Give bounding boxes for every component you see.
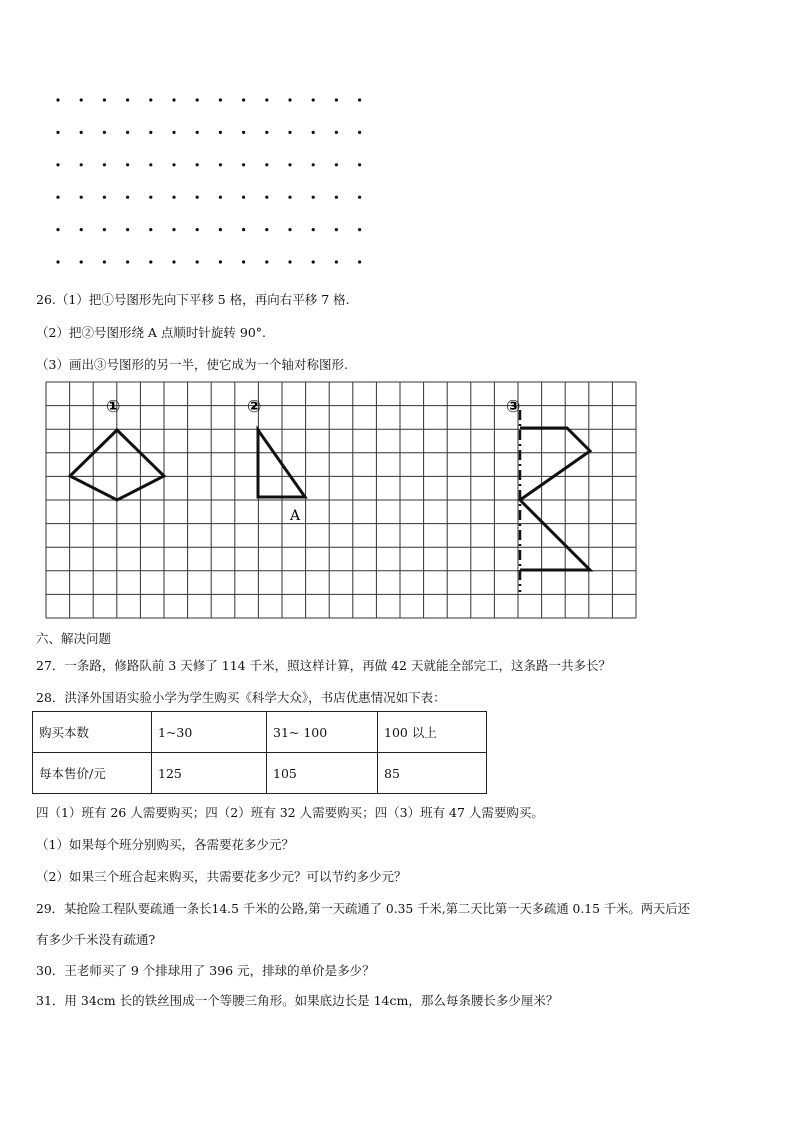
- grid-dot: [265, 260, 268, 263]
- grid-dot: [80, 228, 83, 231]
- q26-line1: 26.（1）把①号图形先向下平移 5 格，再向右平移 7 格.: [36, 292, 350, 307]
- grid-dot: [80, 98, 83, 101]
- grid-dot: [288, 163, 291, 166]
- q28-sub2: （2）如果三个班合起来购买，共需要花多少元？可以节约多少元？: [36, 869, 407, 884]
- grid-dot: [288, 196, 291, 199]
- square-grid: [42, 380, 642, 620]
- grid-dot: [265, 163, 268, 166]
- grid-dot: [126, 260, 129, 263]
- grid-dot: [196, 131, 199, 134]
- q26-line3: （3）画出③号图形的另一半，使它成为一个轴对称图形.: [36, 357, 348, 372]
- grid-dot: [265, 228, 268, 231]
- grid-dot: [149, 260, 152, 263]
- grid-dot: [56, 98, 59, 101]
- grid-dot: [288, 131, 291, 134]
- point-a-label: A: [290, 508, 301, 524]
- price-table: [32, 711, 487, 794]
- grid-dot: [335, 98, 338, 101]
- section-title: 六、解决问题: [36, 631, 112, 646]
- grid-dot: [312, 163, 315, 166]
- grid-dot: [149, 163, 152, 166]
- grid-lines: [46, 382, 636, 618]
- table-cell: 105: [267, 753, 378, 794]
- grid-dot: [288, 228, 291, 231]
- grid-dot: [358, 98, 361, 101]
- grid-dot: [149, 196, 152, 199]
- table-cell: 100 以上: [378, 712, 487, 753]
- grid-dot: [312, 131, 315, 134]
- grid-dot: [56, 163, 59, 166]
- grid-dot: [56, 196, 59, 199]
- q29-line1: 29．某抢险工程队要疏通一条长14.5 千米的公路,第一天疏通了 0.35 千米,第二天比第一天多疏通 0.15 千米。两天后还: [36, 902, 690, 916]
- grid-dot: [242, 260, 245, 263]
- q27-text: 27．一条路，修路队前 3 天修了 114 千米，照这样计算，再做 42 天就能全部完工，这条路一共多长？: [36, 658, 611, 673]
- grid-dot: [196, 196, 199, 199]
- grid-dot: [219, 260, 222, 263]
- grid-dot: [103, 131, 106, 134]
- table-cell: 1~30: [152, 712, 267, 753]
- grid-dot: [80, 196, 83, 199]
- shape-3-half: [520, 428, 590, 570]
- table-cell: 85: [378, 753, 487, 794]
- grid-dot: [242, 163, 245, 166]
- grid-dot: [312, 260, 315, 263]
- grid-dot: [219, 131, 222, 134]
- grid-dot: [219, 228, 222, 231]
- table-cell: 购买本数: [33, 712, 152, 753]
- grid-dot: [172, 228, 175, 231]
- q26-line2: （2）把②号图形绕 A 点顺时针旋转 90°.: [36, 325, 267, 340]
- grid-dot: [288, 98, 291, 101]
- shape-2-label: ②: [247, 397, 262, 417]
- dot-grid: [50, 94, 380, 264]
- grid-dot: [56, 131, 59, 134]
- grid-dot: [219, 196, 222, 199]
- grid-dot: [172, 98, 175, 101]
- grid-dot: [335, 131, 338, 134]
- grid-dot: [335, 260, 338, 263]
- grid-dot: [219, 163, 222, 166]
- q30-text: 30．王老师买了 9 个排球用了 396 元，排球的单价是多少？: [36, 963, 375, 978]
- q29-line2: 有多少千米没有疏通?: [36, 932, 156, 947]
- shape-1-label: ①: [106, 397, 121, 417]
- grid-dot: [126, 196, 129, 199]
- grid-dot: [80, 260, 83, 263]
- q28-info: 四（1）班有 26 人需要购买；四（2）班有 32 人需要购买；四（3）班有 47 人需要购买。: [36, 805, 544, 820]
- grid-dot: [172, 196, 175, 199]
- grid-dot: [196, 98, 199, 101]
- table-cell: 每本售价/元: [33, 753, 152, 794]
- grid-dot: [196, 163, 199, 166]
- grid-dot: [149, 228, 152, 231]
- grid-dot: [358, 196, 361, 199]
- grid-dot: [56, 260, 59, 263]
- grid-dot: [172, 131, 175, 134]
- table-row: [33, 712, 487, 753]
- grid-dot: [126, 131, 129, 134]
- grid-dot: [196, 260, 199, 263]
- q28-sub1: （1）如果每个班分别购买，各需要花多少元？: [36, 837, 294, 852]
- grid-dot: [126, 98, 129, 101]
- grid-dot: [149, 131, 152, 134]
- grid-dot: [358, 163, 361, 166]
- grid-dot: [265, 131, 268, 134]
- grid-dot: [312, 98, 315, 101]
- grid-dot: [242, 98, 245, 101]
- grid-dot: [126, 228, 129, 231]
- q31-text: 31．用 34cm 长的铁丝围成一个等腰三角形。如果底边长是 14cm，那么每条腰长多少厘米？: [36, 993, 559, 1008]
- table-cell: 31~ 100: [267, 712, 378, 753]
- grid-dot: [149, 98, 152, 101]
- grid-dot: [358, 260, 361, 263]
- grid-dot: [242, 131, 245, 134]
- grid-dot: [103, 98, 106, 101]
- grid-dot: [172, 163, 175, 166]
- grid-dot: [126, 163, 129, 166]
- grid-dot: [103, 196, 106, 199]
- grid-dot: [242, 196, 245, 199]
- grid-dot: [103, 163, 106, 166]
- grid-dot: [80, 163, 83, 166]
- grid-dot: [358, 228, 361, 231]
- grid-dot: [312, 228, 315, 231]
- grid-dot: [265, 98, 268, 101]
- q28-text: 28．洪泽外国语实验小学为学生购买《科学大众》，书店优惠情况如下表：: [36, 690, 446, 705]
- grid-dot: [56, 228, 59, 231]
- grid-dot: [358, 131, 361, 134]
- grid-dot: [312, 196, 315, 199]
- grid-dot: [219, 98, 222, 101]
- table-row: [33, 753, 487, 794]
- grid-dot: [103, 260, 106, 263]
- grid-dot: [196, 228, 199, 231]
- grid-dot: [103, 228, 106, 231]
- shape-3-label: ③: [506, 397, 521, 417]
- grid-dot: [265, 196, 268, 199]
- grid-dot: [288, 260, 291, 263]
- table-cell: 125: [152, 753, 267, 794]
- grid-dot: [172, 260, 175, 263]
- grid-dot: [80, 131, 83, 134]
- grid-dot: [242, 228, 245, 231]
- grid-dot: [335, 163, 338, 166]
- grid-dot: [335, 196, 338, 199]
- grid-dot: [335, 228, 338, 231]
